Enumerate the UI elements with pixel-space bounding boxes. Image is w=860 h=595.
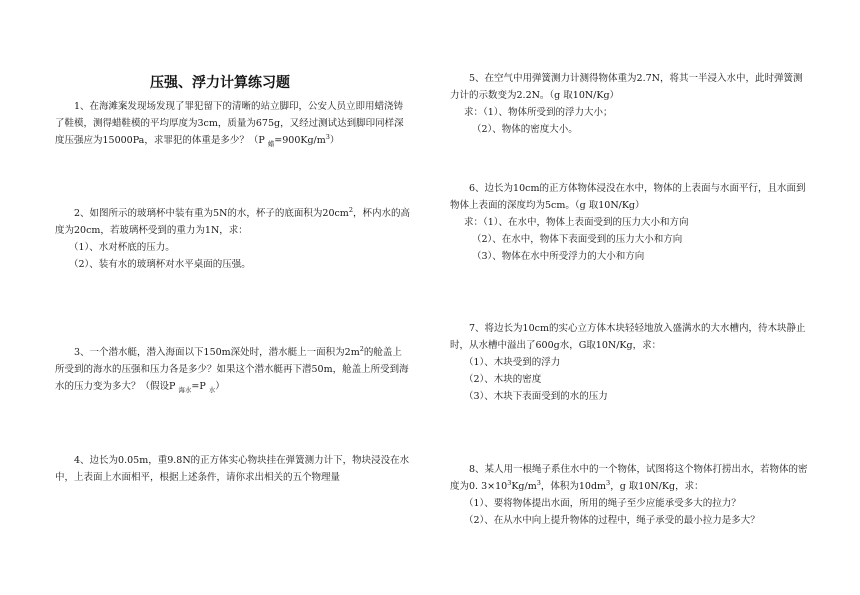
question-2-text: 2、如图所示的玻璃杯中装有重为5N的水，杯子的底面积为20cm: [74, 208, 349, 219]
question-7-stem: 7、将边长为10cm的实心立方体木块轻轻地放入盛满水的大水槽内，待木块静止时，从水槽中溢出了600g水，G取10N/Kg，求：: [450, 323, 806, 351]
question-8-superscript-1: 3: [507, 478, 512, 487]
question-2-text-b: ，杯内水的高度为20cm，若玻璃杯受到的重力为1N，求：: [55, 208, 410, 236]
question-5-part-1: 求：（1）、物体所受到的浮力大小；: [464, 107, 613, 118]
question-2-stem: [55, 205, 410, 239]
question-6-part-1: 求：（1）、在水中，物体上表面受到的压力大小和方向: [464, 217, 689, 228]
question-6-part-2: （2）、在水中，物体下表面受到的压力大小和方向: [472, 234, 683, 245]
question-1-text-b: =900Kg/m: [274, 135, 326, 146]
question-8-text-d: ，g 取10N/Kg，求：: [610, 481, 704, 492]
question-3-text: 3、一个潜水艇，潜入海面以下150m深处时，潜水艇上一面积为2m: [74, 347, 360, 358]
question-8-part-2: （2）、在从水中向上提升物体的过程中，绳子承受的最小拉力是多大？: [464, 515, 760, 526]
question-6-stem: 6、边长为10cm的正方体物体浸没在水中，物体的上表面与水面平行，且水面到物体上表面的深度均为5cm。（g 取10N/Kg）: [450, 183, 806, 211]
question-8-text-c: ，体积为10dm: [540, 481, 607, 492]
question-7-part-2: （2）、木块的密度: [464, 374, 542, 385]
question-8-text: 8、某人用一根绳子系住水中的一个物体，试图将这个物体打捞出水，若物体的密度为0. 3×10: [450, 464, 808, 492]
question-4: [55, 452, 410, 486]
question-3-subscript-2: 水: [208, 385, 216, 394]
question-1-superscript: 3: [325, 132, 330, 141]
question-2: [55, 205, 410, 273]
question-3-stem: [55, 344, 410, 395]
question-1-text-c: ）: [329, 135, 340, 146]
question-3-subscript-1: 海水: [178, 385, 192, 394]
question-1-stem: [55, 98, 410, 149]
question-6: [450, 180, 810, 265]
question-8: [450, 461, 810, 529]
question-2-part-2: （2）、装有水的玻璃杯对水平桌面的压强。: [69, 259, 251, 270]
question-3-text-b: 的舱盖上所受到的海水的压强和压力各是多少？如果这个潜水艇再下潜50m，舱盖上所受到海水的压力变为多大？（假设P: [55, 347, 409, 392]
question-2-superscript: 2: [348, 205, 353, 214]
question-8-superscript-2: 3: [536, 478, 541, 487]
page-title: 压强、浮力计算练习题: [150, 75, 290, 91]
question-4-stem: 4、边长为0.05m，重9.8N的正方体实心物块挂在弹簧测力计下，物块浸没在水中，上表面上水面相平，根据上述条件，请你求出相关的五个物理量: [55, 455, 410, 483]
question-8-part-1: （1）、要将物体提出水面，所用的绳子至少应能承受多大的拉力？: [464, 498, 741, 509]
question-1-text: 1、在海滩案发现场发现了罪犯留下的清晰的站立脚印，公安人员立即用蜡浇铸了鞋模，测得蜡鞋模的平均厚度为3cm，质量为675g，又经过测试达到脚印同样深度压强应为15000Pa，求罪犯的体重是多少？（P: [55, 101, 404, 146]
question-7-part-3: （3）、木块下表面受到的水的压力: [464, 391, 608, 402]
question-8-superscript-3: 3: [606, 478, 611, 487]
question-8-text-b: Kg/m: [511, 481, 537, 492]
question-1-subscript: 蜡: [267, 139, 275, 148]
question-3-text-d: ）: [215, 381, 225, 392]
question-1: [55, 98, 410, 149]
question-5: [450, 70, 810, 138]
question-7-part-1: （1）、木块受到的浮力: [464, 357, 561, 368]
question-6-part-3: （3）、物体在水中所受浮力的大小和方向: [472, 251, 645, 262]
question-5-stem: 5、在空气中用弹簧测力计测得物体重为2.7N，将其一半浸入水中，此时弹簧测力计的示数变为2.2N。（g 取10N/Kg）: [450, 73, 803, 101]
question-5-part-2: （2）、物体的密度大小。: [472, 124, 578, 135]
question-8-stem: [450, 461, 810, 495]
question-3-superscript: 2: [359, 344, 364, 353]
question-2-part-1: （1）、水对杯底的压力。: [69, 242, 175, 253]
question-3: [55, 344, 410, 395]
question-7: [450, 320, 810, 405]
question-3-text-c: =P: [191, 381, 209, 392]
